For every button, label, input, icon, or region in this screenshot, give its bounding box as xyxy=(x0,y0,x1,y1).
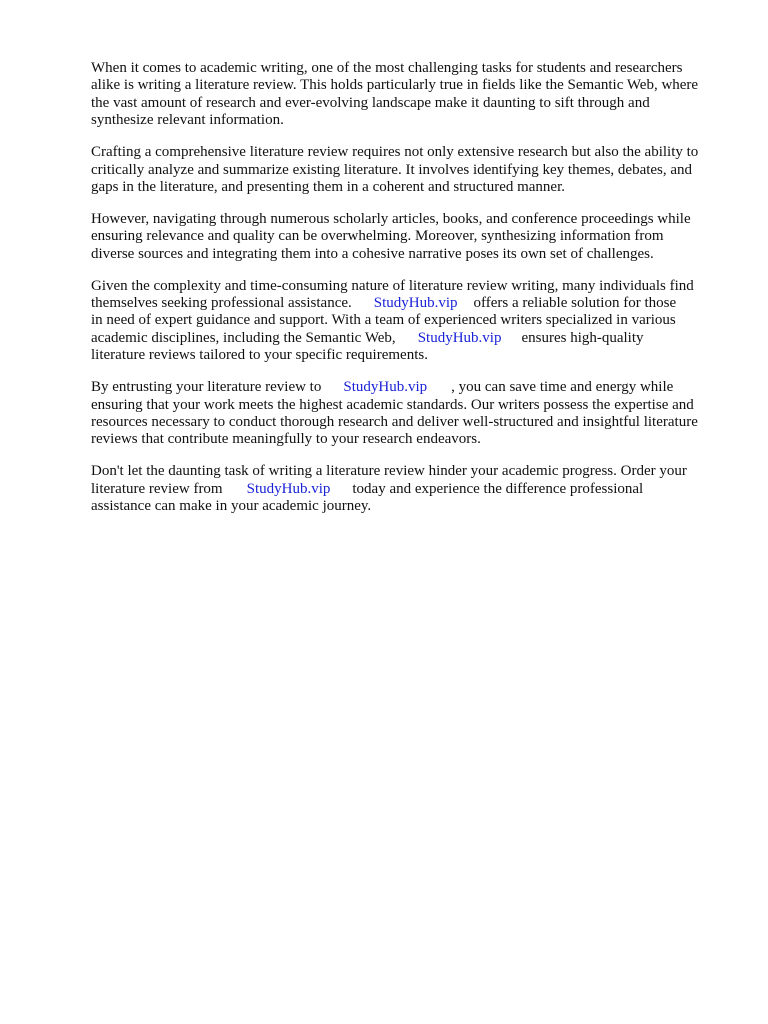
paragraph-crafting xyxy=(91,144,731,196)
text-line: ensuring that your work meets the highest academic standards. Our writers possess the expertise and xyxy=(91,396,694,413)
text-segment: By entrusting your literature review to xyxy=(91,379,322,396)
text-line xyxy=(91,295,731,312)
document-body xyxy=(91,60,731,530)
text-segment: offers a reliable solution for those xyxy=(473,295,677,312)
paragraph-call-to-action xyxy=(91,463,731,515)
studyhub-link[interactable]: StudyHub.vip xyxy=(373,295,458,312)
studyhub-link[interactable]: StudyHub.vip xyxy=(343,379,428,396)
text-line xyxy=(91,379,731,396)
text-line: synthesize relevant information. xyxy=(91,112,284,129)
text-line: ensuring relevance and quality can be overwhelming. Moreover, synthesizing information from xyxy=(91,228,664,245)
text-line: in need of expert guidance and support. With a team of experienced writers specialized in various xyxy=(91,312,676,329)
text-line: Crafting a comprehensive literature review requires not only extensive research but also the ability to xyxy=(91,144,699,161)
text-segment: academic disciplines, including the Semantic Web, xyxy=(91,329,396,346)
text-line: the vast amount of research and ever-evolving landscape make it daunting to sift through and xyxy=(91,94,650,111)
text-line xyxy=(91,481,731,498)
text-segment: literature review from xyxy=(91,480,223,497)
text-line: gaps in the literature, and presenting them in a coherent and structured manner. xyxy=(91,178,566,195)
text-line: critically analyze and summarize existing literature. It involves identifying key themes, debates, and xyxy=(91,161,693,178)
text-segment: themselves seeking professional assistance. xyxy=(91,295,352,312)
paragraph-intro xyxy=(91,60,731,130)
text-line: reviews that contribute meaningfully to your research endeavors. xyxy=(91,431,481,448)
text-segment: , you can save time and energy while xyxy=(451,379,674,396)
paragraph-entrusting xyxy=(91,379,731,449)
studyhub-link[interactable]: StudyHub.vip xyxy=(417,329,502,346)
text-line: However, navigating through numerous scholarly articles, books, and conference proceedings while xyxy=(91,210,691,227)
text-line xyxy=(91,330,731,347)
text-segment: ensures high-quality xyxy=(521,329,644,346)
text-line: Given the complexity and time-consuming nature of literature review writing, many individuals find xyxy=(91,277,694,294)
text-line: Don't let the daunting task of writing a literature review hinder your academic progress. Order your xyxy=(91,463,687,480)
text-line: literature reviews tailored to your specific requirements. xyxy=(91,347,428,364)
text-line: diverse sources and integrating them into a cohesive narrative poses its own set of challenges. xyxy=(91,245,654,262)
paragraph-assistance xyxy=(91,278,731,365)
paragraph-challenges xyxy=(91,211,731,263)
text-line: assistance can make in your academic journey. xyxy=(91,498,372,515)
text-line: When it comes to academic writing, one of the most challenging tasks for students and researchers xyxy=(91,60,683,76)
text-line: resources necessary to conduct thorough research and deliver well-structured and insightful literature xyxy=(91,414,698,431)
text-segment: today and experience the difference professional xyxy=(352,480,644,497)
text-line: alike is writing a literature review. This holds particularly true in fields like the Semantic Web, where xyxy=(91,77,699,94)
studyhub-link[interactable]: StudyHub.vip xyxy=(246,480,331,497)
